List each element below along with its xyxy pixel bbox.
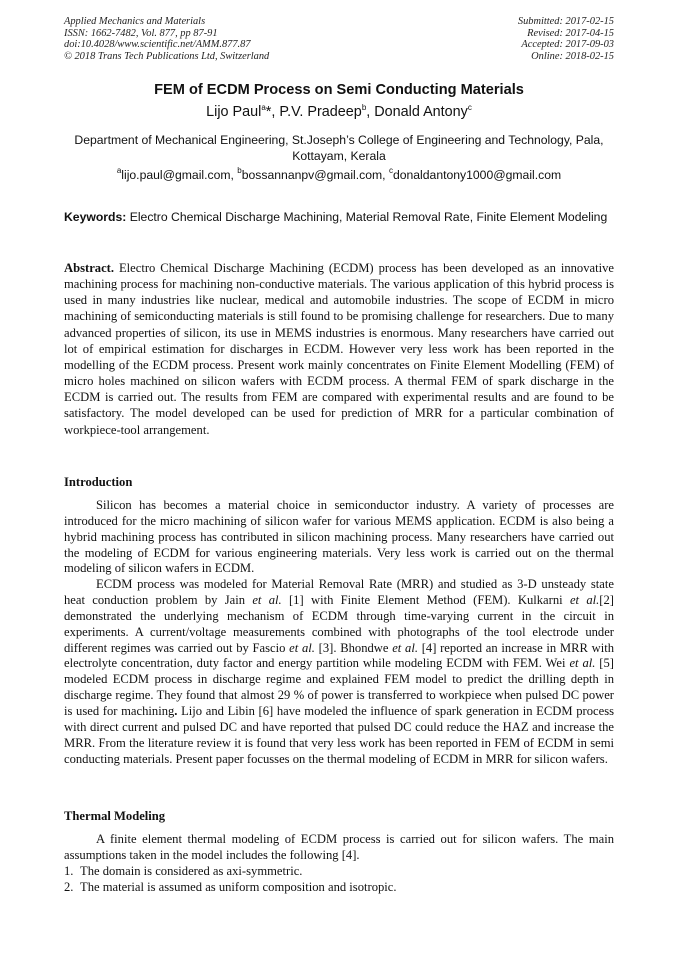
- italic-run: et al.: [569, 656, 596, 671]
- text-run: [3]. Bhondwe: [314, 640, 393, 655]
- email-link[interactable]: lijo.paul@gmail.com,: [121, 168, 238, 182]
- journal-info: [64, 16, 269, 62]
- accepted-date: Accepted: 2017-09-03: [521, 39, 614, 51]
- italic-run: et al.: [289, 640, 315, 655]
- paragraph: Silicon has becomes a material choice in semiconductor industry. A variety of processes are introduced for the micro machining of silicon wafer for various MEMS application. ECDM is also being a hybrid machining process has contributed in silicon machining process. Many researchers have carried out the modeling of ECDM for various engineering materials. Very less work is carried out on the thermal modeling of silicon wafers in ECDM.: [64, 498, 614, 576]
- abstract: [64, 260, 614, 438]
- italic-run: et al.: [392, 640, 418, 655]
- thermal-modeling-body: [64, 832, 614, 895]
- issn: ISSN: 1662-7482, Vol. 877, pp 87-91: [64, 27, 218, 39]
- keywords-text: Electro Chemical Discharge Machining, Material Removal Rate, Finite Element Modeling: [126, 210, 608, 224]
- text-run: [2] demonstrated the underlying mechanism of ECDM through time-varying current in the circuit in experiments. A current/voltage measurements combined with photographs of the tool electrode under different regimes was carried out by Fascio: [64, 593, 614, 655]
- italic-run: et al.: [252, 593, 282, 608]
- text-run: [1] with Finite Element Method (FEM). Kulkarni: [281, 593, 570, 608]
- list-text: The material is assumed as uniform composition and isotropic.: [80, 879, 397, 894]
- list-text: The domain is considered as axi-symmetric.: [80, 863, 303, 878]
- list-number: 2.: [64, 879, 74, 894]
- list-item: [64, 880, 614, 896]
- author-name: P.V. Pradeep: [279, 104, 362, 120]
- publication-dates: [518, 16, 614, 62]
- text-run: [4] reported an increase in MRR with electrolyte concentration, duty factor and energy partition while modeling ECDM with FEM. Wei: [64, 640, 615, 671]
- abstract-label: Abstract.: [64, 261, 115, 275]
- submitted-date: Submitted: 2017-02-15: [517, 16, 614, 27]
- doi-link[interactable]: doi:10.4028/www.scientific.net/AMM.877.87: [64, 39, 251, 51]
- author-name: Lijo Paul: [206, 104, 262, 120]
- section-heading-thermal-modeling: Thermal Modeling: [64, 809, 166, 823]
- revised-date: Revised: 2017-04-15: [527, 27, 614, 39]
- email-link[interactable]: bossannanpv@gmail.com,: [241, 168, 389, 182]
- introduction-body: [64, 498, 614, 767]
- paragraph: [64, 577, 614, 767]
- author-superscript: b: [361, 103, 367, 112]
- bold-run: .: [174, 703, 178, 718]
- email-link[interactable]: donaldantony1000@gmail.com: [392, 168, 562, 182]
- paper-title: FEM of ECDM Process on Semi Conducting Materials: [154, 82, 524, 98]
- corresponding-mark: *,: [265, 104, 280, 120]
- paragraph: A finite element thermal modeling of ECDM process is carried out for silicon wafers. The main assumptions taken in the model includes the following [4].: [64, 832, 614, 862]
- author-name: Donald Antony: [374, 104, 468, 120]
- text-run: Lijo and Libin [6] have modeled the influence of spark generation in ECDM process with direct current and pulsed DC and have reported that pulsed DC could reduce the HAZ and increase the MRR. From the literature review it is found that very less work has been reported in FEM of ECDM in semi conducting materials. Present paper focusses on the thermal modeling of ECDM in MRR for silicon wafers.: [64, 703, 614, 766]
- author-separator: ,: [366, 104, 375, 120]
- online-date: Online: 2018-02-15: [531, 50, 614, 62]
- italic-run: et al.: [569, 593, 600, 608]
- email-superscript: c: [388, 166, 393, 175]
- list-number: 1.: [64, 863, 74, 878]
- email-superscript: a: [116, 166, 122, 175]
- copyright: © 2018 Trans Tech Publications Ltd, Switzerland: [64, 50, 270, 62]
- abstract-text: Electro Chemical Discharge Machining (ECDM) process has been developed as an innovative machining process for machining non-conductive materials. The various application of this hybrid process is used in many industries like nuclear, medical and automobile industries. The scope of ECDM in micro machining of semiconducting materials is still found to be promising challenge for researchers. Due to many advanced properties of silicon, its use in MEMS industries is enormous. Many researchers have carried out lot of empirical estimation for discharges in ECDM. However very less work has been reported in the modelling of the ECDM process. Present work mainly concentrates on Finite Element Modelling (FEM) of micro holes machined on silicon wafers with ECDM process. A thermal FEM of spark discharge in the ECDM is carried out. The results from FEM are compared with experimental results and are found to be satisfactory. The model developed can be used for prediction of MRR for a particular combination of workpiece-tool arrangement.: [64, 261, 614, 437]
- journal-name: Applied Mechanics and Materials: [64, 16, 206, 27]
- author-superscript: c: [467, 103, 472, 112]
- section-heading-introduction: Introduction: [64, 475, 133, 489]
- author-superscript: a: [261, 103, 266, 112]
- list-item: [64, 864, 614, 880]
- text-run: [5] modeled ECDM process in discharge regime and explained FEM model to predict the drilling depth in discharge regime. They found that almost 29 % of power is transferred to workpiece when pulsed DC power is used for machining: [64, 656, 614, 718]
- email-list: [0, 168, 678, 182]
- affiliation: Department of Mechanical Engineering, St.Joseph’s College of Engineering and Technology, Pala, Kottayam, Kerala: [74, 133, 604, 163]
- author-list: [0, 104, 678, 120]
- keywords: [64, 209, 614, 225]
- text-run: ECDM process was modeled for Material Removal Rate (MRR) and studied as 3-D unsteady state heat conduction problem by Jain: [64, 577, 614, 608]
- email-superscript: b: [237, 166, 242, 175]
- keywords-label: Keywords:: [64, 210, 127, 224]
